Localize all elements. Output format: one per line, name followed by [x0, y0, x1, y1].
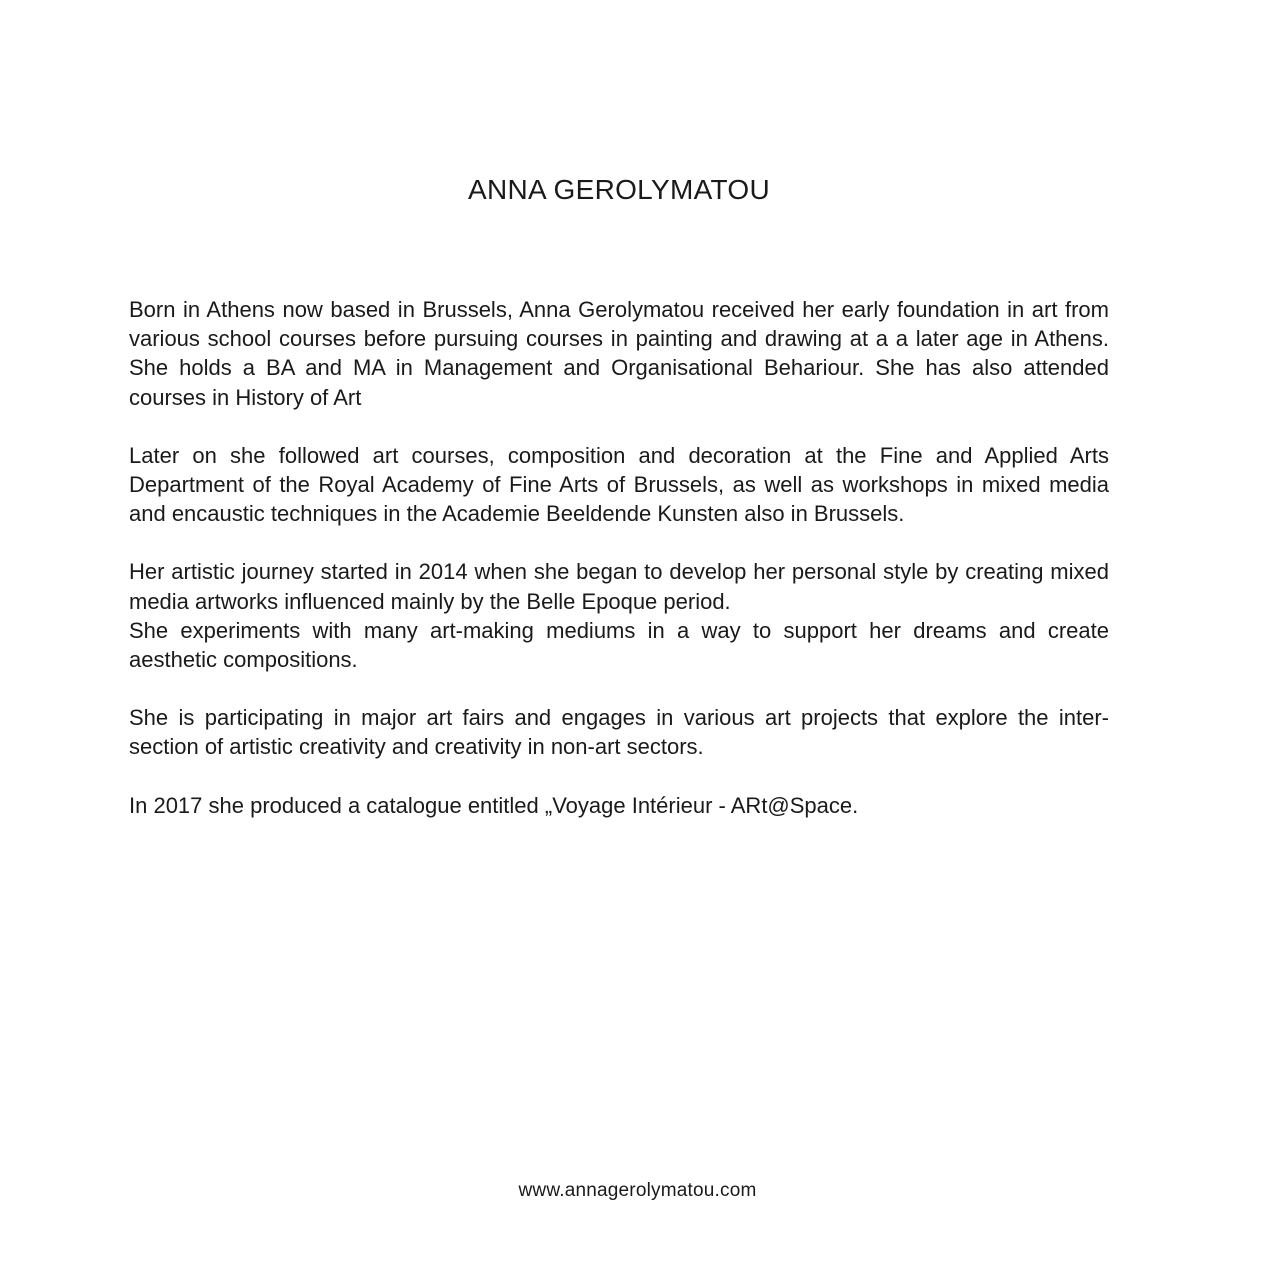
page-title: ANNA GEROLYMATOU: [468, 174, 770, 205]
paragraph-art-courses: Later on she followed art courses, composition and decoration at the Fine and Applied Arts Department of the Royal Academy of Fine Arts of Brussels, as well as workshops in mixed media and encaustic techniques in the Academie Beeldende Kunsten also in Brussels.: [129, 442, 1109, 527]
website-url[interactable]: www.annagerolymatou.com: [518, 1180, 757, 1201]
paragraph-early-foundation: Born in Athens now based in Brussels, Anna Gerolymatou received her early foundation in art from various school courses before pursuing courses in painting and drawing at a a later age in Athens. She holds a BA and MA in Management and Organisational Behariour. She has also attended courses in History of Art: [129, 297, 1109, 410]
paragraph-catalogue: In 2017 she produced a catalogue entitled „Voyage Intérieur - ARt@Space.: [129, 792, 859, 818]
biography-body: [129, 295, 1109, 849]
paragraph-journey-start: Her artistic journey started in 2014 when she began to develop her personal style by creating mixed media artworks influenced mainly by the Belle Epoque period.: [129, 559, 1109, 614]
paragraph-artistic-journey: [129, 557, 1109, 674]
paragraph-art-fairs: She is participating in major art fairs and engages in various art projects that explore the inter-section of artistic creativity and creativity in non-art sectors.: [129, 705, 1109, 760]
paragraph-experiments: She experiments with many art-making mediums in a way to support her dreams and create aesthetic compositions.: [129, 617, 1109, 673]
